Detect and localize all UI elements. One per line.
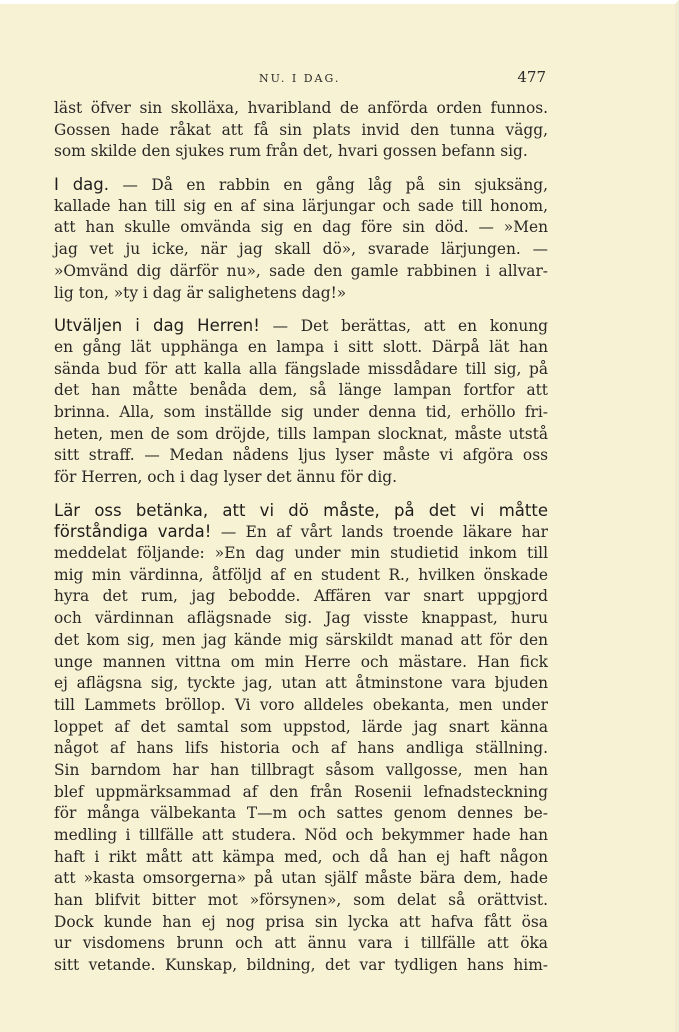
- text-line: sända bud för att kalla alla fängslade missdådare till sig, på: [54, 359, 548, 378]
- text-line: något af hans lifs historia och af hans andliga ställning.: [54, 739, 548, 758]
- section-heading: I dag.: [54, 175, 110, 195]
- text-line: för Herren, och i dag lyser det ännu för dig.: [54, 468, 397, 486]
- paragraph-2: [54, 174, 548, 304]
- text-line: [54, 174, 548, 196]
- text-line: Dock kunde han ej nog prisa sin lycka att hafva fått ösa: [54, 912, 548, 931]
- text-line: jag vet ju icke, när jag skall dö», svarade lärjungen. —: [54, 240, 548, 259]
- text-line: som skilde den sjukes rum från det, hvari gossen befann sig.: [54, 142, 528, 161]
- text-line: att »kasta omsorgerna» på utan själf måste bära dem, hade: [54, 869, 548, 888]
- body-text: [54, 98, 548, 977]
- text-run: — Då en rabbin en gång låg på sin sjuksäng,: [109, 176, 548, 195]
- text-line: kallade han till sig en af sina lärjungar och sade till honom,: [54, 196, 548, 215]
- text-line: haft i rikt mått att kämpa med, och då han ej haft någon: [54, 847, 548, 866]
- text-line: mig min värdinna, åtföljd af en student R., hvilken önskade: [54, 565, 548, 584]
- page-header: [54, 66, 546, 88]
- text-line: unge mannen vittna om min Herre och mästare. Han fick: [54, 652, 548, 671]
- text-line: läst öfver sin skolläxa, hvaribland de anförda orden funnos.: [54, 99, 548, 117]
- section-heading: Lär oss betänka, att vi dö måste, på det vi måtte: [54, 500, 548, 520]
- text-line: medling i tillfälle att studera. Nöd och bekymmer hade han: [54, 826, 548, 844]
- text-line: [54, 315, 548, 337]
- text-line: Gossen hade råkat att få sin plats invid den tunna vägg,: [54, 120, 548, 139]
- paragraph-4: [54, 500, 548, 977]
- text-line: ur visdomens brunn och att ännu vara i tillfälle att öka: [54, 934, 548, 953]
- text-line: [54, 521, 548, 543]
- text-line: blef uppmärksammad af den från Rosenii lefnadsteckning: [54, 782, 548, 801]
- text-run: — En af vårt lands troende läkare har: [211, 523, 548, 542]
- text-run: — Det berättas, att en konung: [259, 317, 549, 336]
- text-line: och värdinnan aflägsnade sig. Jag visste knappast, huru: [54, 609, 548, 628]
- text-line: Sin barndom har han tillbragt såsom vallgosse, men han: [54, 760, 548, 779]
- text-line: »Omvänd dig därför nu», sade den gamle rabbinen i allvar-: [54, 261, 548, 280]
- text-line: han blifvit bitter mot »försynen», som delat så orättvist.: [54, 891, 548, 910]
- text-line: hyra det rum, jag bebodde. Affären var snart uppgjord: [54, 587, 548, 606]
- text-line: lig ton, »ty i dag är salighetens dag!»: [54, 283, 347, 302]
- text-line: heten, men de som dröjde, tills lampan slocknat, måste utstå: [54, 424, 548, 443]
- text-line: sitt vetande. Kunskap, bildning, det var tydligen hans him-: [54, 956, 548, 975]
- text-line: för många välbekanta T—m och sattes genom dennes be-: [54, 804, 548, 823]
- section-heading: Utväljen i dag Herren!: [54, 316, 260, 336]
- text-line: loppet af det samtal som uppstod, lärde jag snart känna: [54, 717, 548, 736]
- text-line: sitt straff. — Medan nådens ljus lyser måste vi afgöra oss: [54, 446, 548, 465]
- text-line: brinna. Alla, som inställde sig under denna tid, erhöllo fri-: [54, 402, 548, 421]
- page-number: 477: [517, 68, 546, 86]
- paragraph-3: [54, 315, 548, 489]
- text-line: det han måtte benåda dem, så länge lampan fortfor att: [54, 381, 548, 400]
- text-line: till Lammets bröllop. Vi voro alldeles obekanta, men under: [54, 695, 548, 714]
- text-line: en gång lät upphänga en lampa i sitt slott. Därpå lät han: [54, 337, 548, 356]
- running-title: NU. I DAG.: [259, 72, 341, 85]
- section-heading: förståndiga varda!: [54, 522, 212, 542]
- text-line: det kom sig, men jag kände mig särskildt manad att för den: [54, 630, 548, 649]
- text-line: att han skulle omvända sig en dag före sin död. — »Men: [54, 218, 548, 237]
- text-line: meddelat följande: »En dag under min studietid inkom till: [54, 544, 548, 563]
- text-line: ej aflägsna sig, tyckte jag, utan att åtminstone vara bjuden: [54, 674, 548, 693]
- paragraph-1: [54, 98, 548, 163]
